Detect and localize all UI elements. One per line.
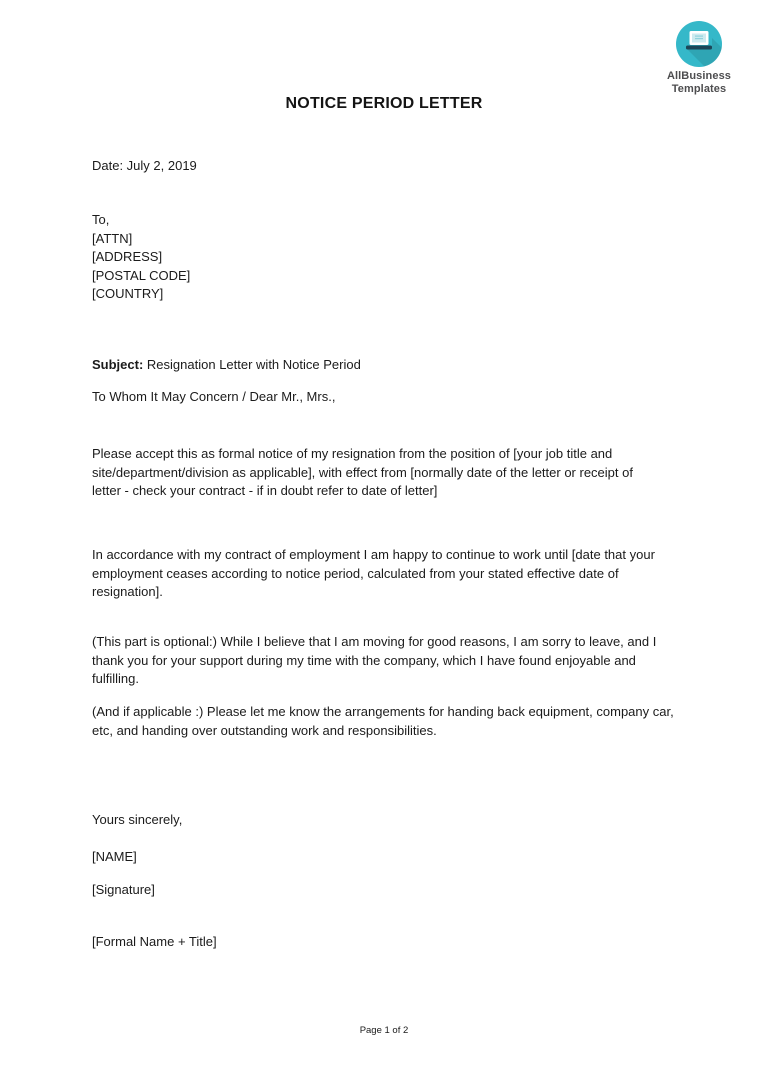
brand-name-line2: Templates xyxy=(671,82,727,95)
body-paragraph: Please accept this as formal notice of my resignation from the position of [your job title and site/department/division as applicable], with effect from [normally date of the letter or receipt of letter - check your contract - if in doubt refer to date of letter] xyxy=(92,446,633,498)
body-paragraph: In accordance with my contract of employment I am happy to continue to work until [date that your employment ceases according to notice period, calculated from your stated effective date of resignation]. xyxy=(92,547,655,599)
signature-placeholder: [Signature] xyxy=(92,882,155,897)
subject-text: Resignation Letter with Notice Period xyxy=(146,357,361,372)
brand-name-line1: AllBusiness xyxy=(666,70,732,82)
date-line: Date: July 2, 2019 xyxy=(92,158,197,173)
body-paragraph: (This part is optional:) While I believe that I am moving for good reasons, I am sorry to leave, and I thank you for your support during my time with the company, which I have found enjoyable and fulfilling. xyxy=(92,634,657,686)
page-footer: Page 1 of 2 xyxy=(359,1025,409,1036)
brand-logo xyxy=(658,20,740,95)
subject-line xyxy=(92,356,712,375)
formal-name-placeholder: [Formal Name + Title] xyxy=(92,934,217,949)
laptop-icon xyxy=(675,20,723,68)
name-placeholder: [NAME] xyxy=(92,849,137,864)
salutation: To Whom It May Concern / Dear Mr., Mrs., xyxy=(92,389,336,404)
brand-name xyxy=(658,70,740,95)
recipient-block: To, [ATTN] [ADDRESS] [POSTAL CODE] [COUNTRY] xyxy=(92,212,191,301)
body-paragraph: (And if applicable :) Please let me know the arrangements for handing back equipment, company car, etc, and handing over outstanding work and responsibilities. xyxy=(92,704,674,738)
closing-line: Yours sincerely, xyxy=(92,812,183,827)
document-title: NOTICE PERIOD LETTER xyxy=(285,95,483,112)
subject-label: Subject: xyxy=(92,357,144,372)
